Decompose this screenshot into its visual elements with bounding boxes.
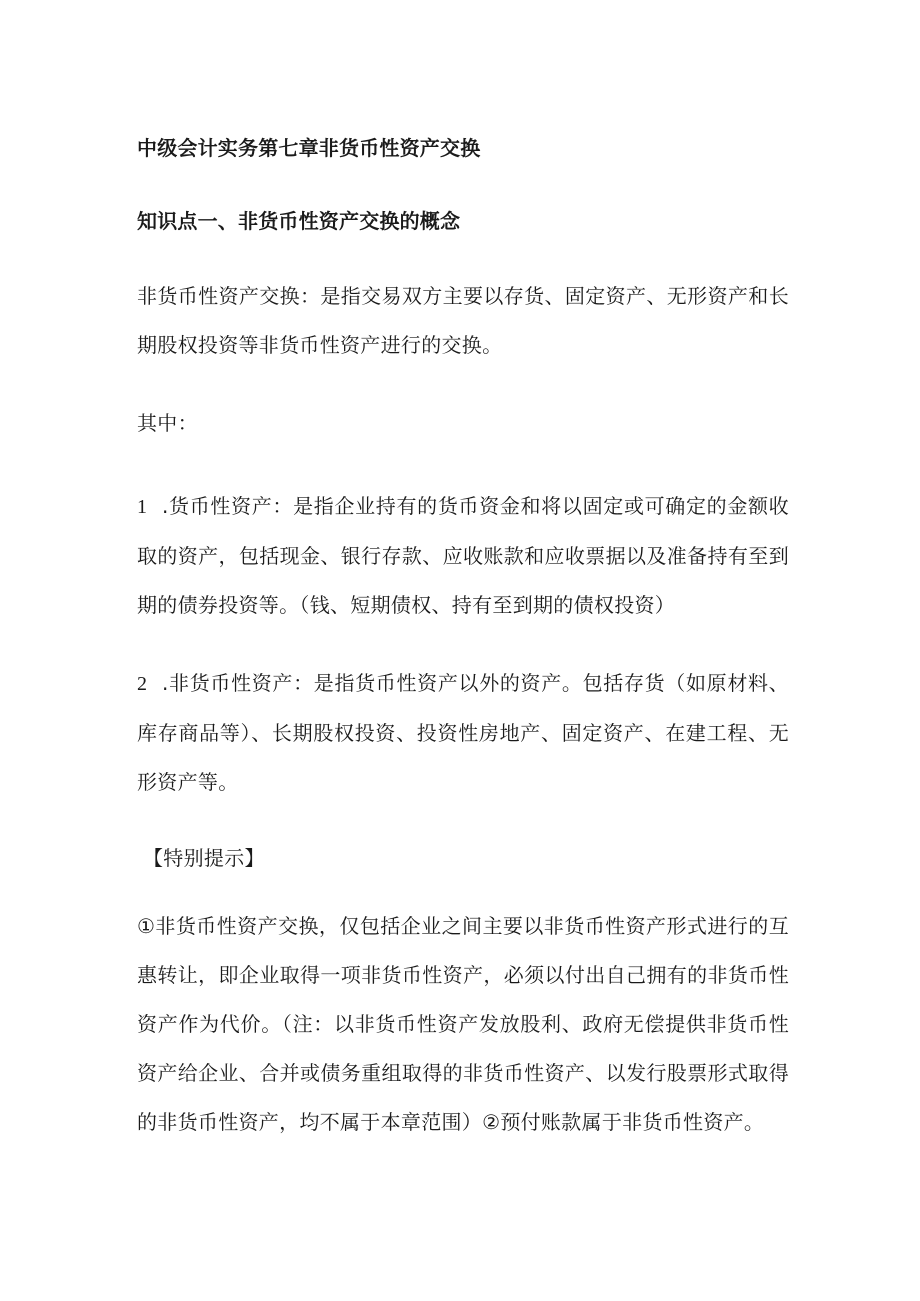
list-item-number: 1 bbox=[137, 496, 148, 518]
list-item-number: 2 bbox=[137, 673, 148, 695]
list-item-non-monetary-assets bbox=[137, 659, 789, 807]
document-body bbox=[137, 128, 789, 1176]
section-heading: 知识点一、非货币性资产交换的概念 bbox=[137, 209, 461, 233]
special-tip-paragraph: ①非货币性资产交换，仅包括企业之间主要以非货币性资产形式进行的互惠转让，即企业取得一项非货币性资产，必须以付出自己拥有的非货币性资产作为代价。（注：以非货币性资产发放股利、政府无偿提供非货币性资产给企业、合并或债务重组取得的非货币性资产、以发行股票形式取得的非货币性资产，均不属于本章范围）②预付账款属于非货币性资产。 bbox=[137, 914, 789, 1134]
list-item-text: .货币性资产：是指企业持有的货币资金和将以固定或可确定的金额收取的资产，包括现金、银行存款、应收账款和应收票据以及准备持有至到期的债券投资等。（钱、短期债权、持有至到期的债权投资） bbox=[137, 494, 789, 617]
among-label: 其中： bbox=[137, 411, 198, 435]
document-title: 中级会计实务第七章非货币性资产交换 bbox=[137, 136, 481, 160]
list-item-text: .非货币性资产：是指货币性资产以外的资产。包括存货（如原材料、库存商品等）、长期股权投资、投资性房地产、固定资产、在建工程、无形资产等。 bbox=[137, 671, 789, 794]
definition-paragraph: 非货币性资产交换：是指交易双方主要以存货、固定资产、无形资产和长期股权投资等非货币性资产进行的交换。 bbox=[137, 284, 789, 357]
list-item-monetary-assets bbox=[137, 482, 789, 630]
special-tip-label: 【特别提示】 bbox=[143, 846, 265, 870]
